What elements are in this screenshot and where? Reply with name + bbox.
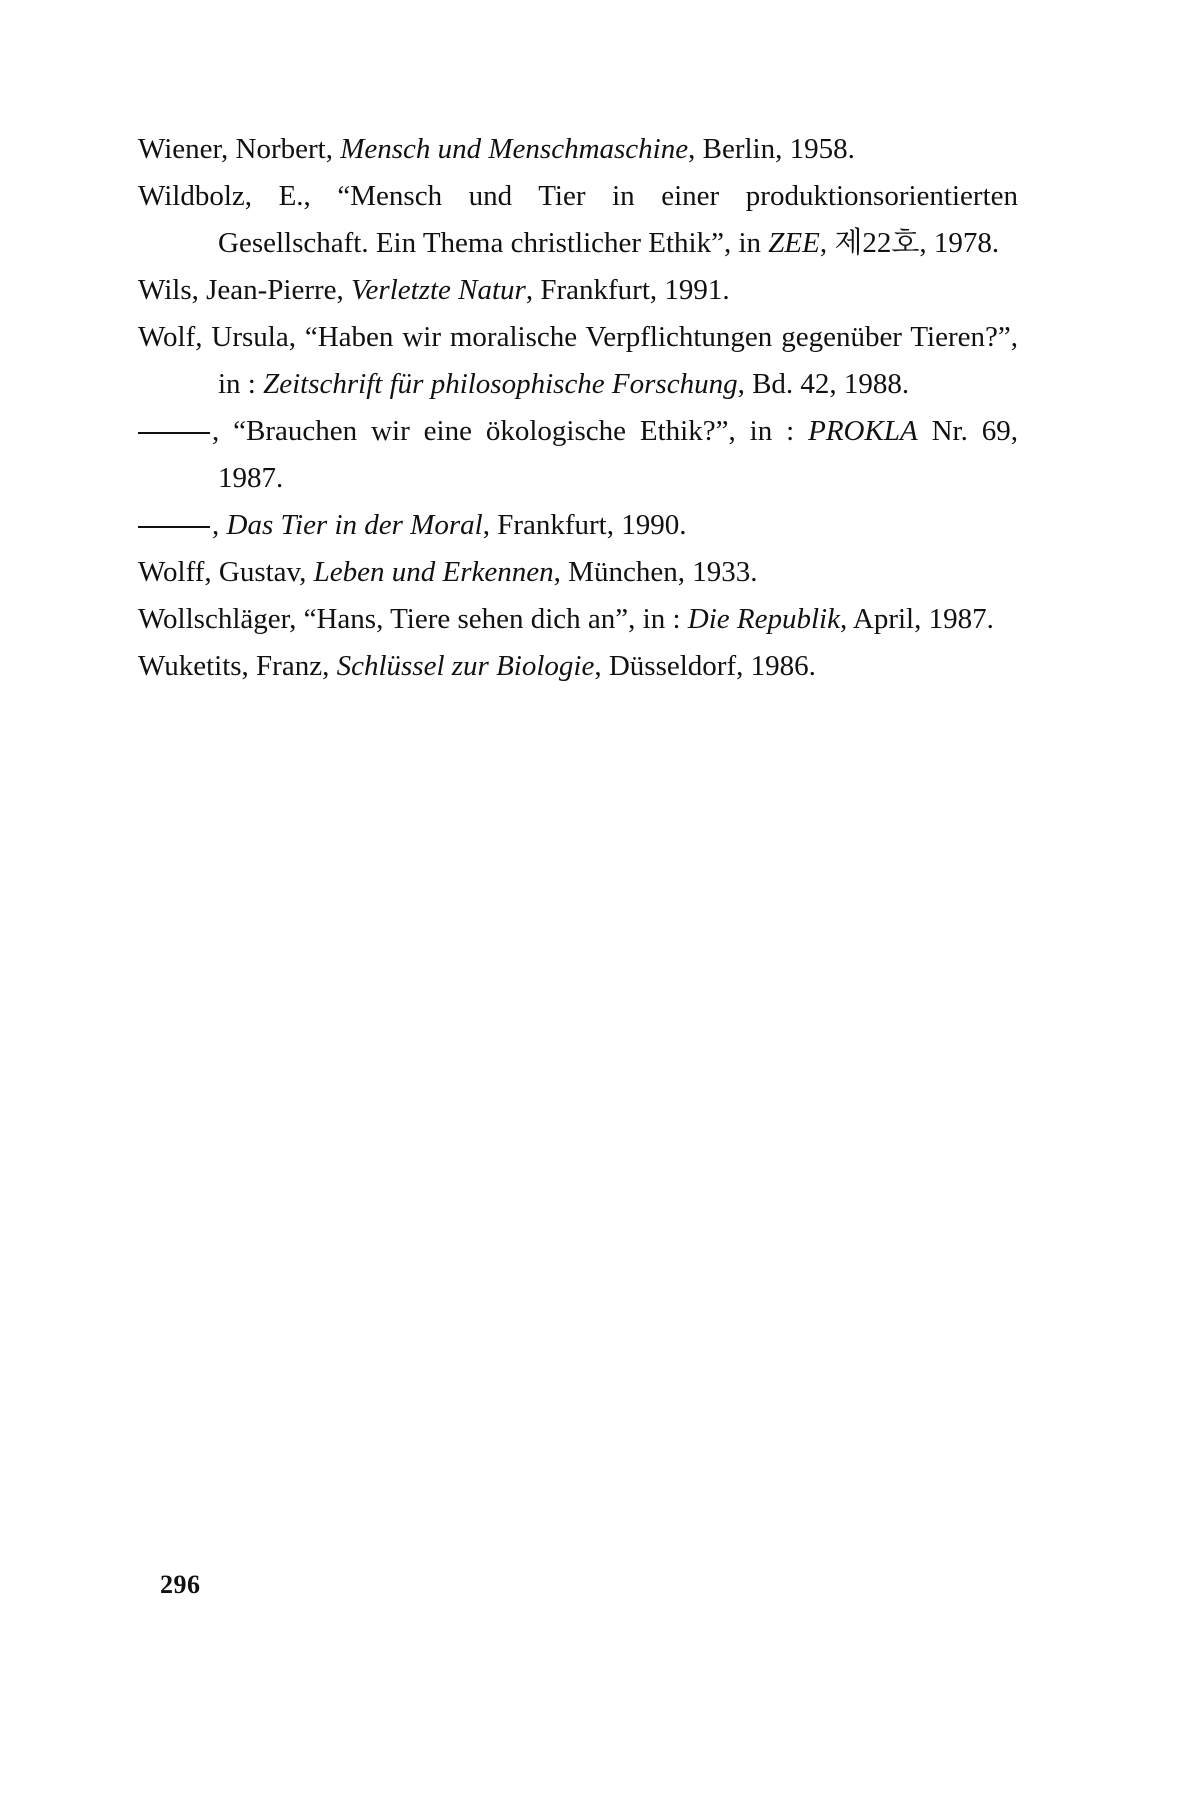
entry-title: Zeitschrift für philosophische Forschung (263, 368, 738, 400)
entry-author: Wuketits, Franz, (138, 650, 337, 682)
entry-author: Wolff, Gustav, (138, 556, 314, 588)
bibliography-entry (138, 643, 1018, 690)
entry-title: ZEE (768, 227, 820, 259)
entry-details: , Bd. 42, 1988. (737, 368, 910, 400)
bibliography-entry (138, 596, 1018, 643)
entry-title: Leben und Erkennen (313, 556, 554, 588)
entry-text: , “Brauchen wir eine ökologische Ethik?”, in : (212, 415, 809, 447)
entry-text: , (212, 509, 227, 541)
entry-details: , Frankfurt, 1990. (482, 509, 687, 541)
entry-details: , April, 1987. (840, 603, 994, 635)
entry-title: PROKLA (808, 415, 918, 447)
bibliography-entry (138, 267, 1018, 314)
entry-details: , Berlin, 1958. (688, 133, 855, 165)
bibliography-entry (138, 408, 1018, 502)
entry-title: Schlüssel zur Biologie (336, 650, 595, 682)
bibliography-list (138, 126, 1018, 690)
page-number: 296 (160, 1570, 201, 1599)
entry-details: , München, 1933. (553, 556, 758, 588)
entry-details: , Frankfurt, 1991. (525, 274, 730, 306)
repeat-author-dash (138, 432, 210, 434)
bibliography-entry (138, 173, 1018, 267)
entry-text: Wildbolz, E., “Mensch und Tier in einer produktionsorientierten Gesellschaft. Ein Thema christlicher Ethik”, in (138, 180, 1018, 259)
entry-details: , 제22호, 1978. (819, 227, 1000, 259)
entry-title: Die Republik (687, 603, 840, 635)
entry-details: Nr. 69, 1987. (218, 415, 1019, 494)
bibliography-entry (138, 502, 1018, 549)
entry-text: Wolf, Ursula, “Haben wir moralische Verpflichtungen gegenüber Tieren?”, in : (138, 321, 1018, 400)
entry-title: Das Tier in der Moral (226, 509, 483, 541)
entry-text: Wollschläger, “Hans, Tiere sehen dich an”, in : (138, 603, 688, 635)
bibliography-entry (138, 314, 1018, 408)
bibliography-entry (138, 126, 1018, 173)
entry-title: Verletzte Natur (351, 274, 526, 306)
entry-author: Wils, Jean-Pierre, (138, 274, 352, 306)
bibliography-entry (138, 549, 1018, 596)
entry-author: Wiener, Norbert, (138, 133, 341, 165)
entry-title: Mensch und Menschmaschine (340, 133, 689, 165)
repeat-author-dash (138, 526, 210, 528)
entry-details: , Düsseldorf, 1986. (594, 650, 816, 682)
